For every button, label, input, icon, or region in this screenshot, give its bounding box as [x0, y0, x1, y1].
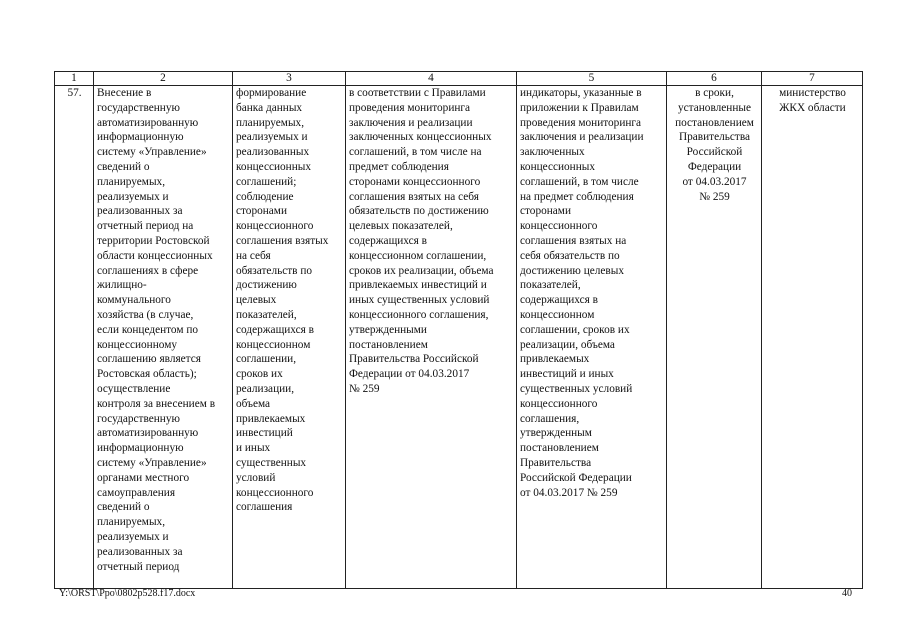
column-header: 7 [762, 72, 863, 86]
column-header: 2 [94, 72, 233, 86]
document-table [54, 71, 863, 589]
column-header: 3 [233, 72, 346, 86]
responsible-cell: министерство ЖКХ области [762, 86, 863, 589]
row-number: 57. [55, 86, 94, 589]
column-header: 6 [667, 72, 762, 86]
method-cell: в соответствии с Правилами проведения мониторинга заключения и реализации заключенных концессионных соглашений, в том числе на предмет соблюдения сторонами концессионного соглашения взятых на себя обязательств по достижению целевых показателей, содержащихся в концессионном соглашении, сроков их реализации, объема привлекаемых инвестиций и иных существенных условий концессионного соглашения, утвержденными постановлением Правительства Российской Федерации от 04.03.2017 № 259 [346, 86, 517, 589]
column-header: 4 [346, 72, 517, 86]
goal-cell: формирование банка данных планируемых, реализуемых и реализованных концессионных соглашений; соблюдение сторонами концессионного соглашения взятых на себя обязательств по достижению целевых показателей, содержащихся в концессионном соглашении, сроков их реализации, объема привлекаемых инвестиций и иных существенных условий концессионного соглашения [233, 86, 346, 589]
column-header: 5 [517, 72, 667, 86]
column-header: 1 [55, 72, 94, 86]
footer-file-path: Y:\ORST\Ppo\0802p528.f17.docx [59, 588, 196, 599]
activity-cell: Внесение в государственную автоматизированную информационную систему «Управление» сведений о планируемых, реализуемых и реализованных за отчетный период на территории Ростовской области концессионных соглашениях в сфере жилищно- коммунального хозяйства (в случае, если концедентом по концессионному соглашению является Ростовская область); осуществление контроля за внесением в государственную автоматизированную информационную систему «Управление» органами местного самоуправления сведений о планируемых, реализуемых и реализованных за отчетный период [94, 86, 233, 589]
deadline-cell: в сроки, установленные постановлением Правительства Российской Федерации от 04.03.2017 № 259 [667, 86, 762, 589]
page-number: 40 [842, 588, 852, 599]
header-row [55, 72, 863, 86]
indicators-cell: индикаторы, указанные в приложении к Правилам проведения мониторинга заключения и реализации заключенных концессионных соглашений, в том числе на предмет соблюдения сторонами концессионного соглашения взятых на себя обязательств по достижению целевых показателей, содержащихся в концессионном соглашении, сроков их реализации, объема привлекаемых инвестиций и иных существенных условий концессионного соглашения, утвержденным постановлением Правительства Российской Федерации от 04.03.2017 № 259 [517, 86, 667, 589]
table-row [55, 86, 863, 589]
